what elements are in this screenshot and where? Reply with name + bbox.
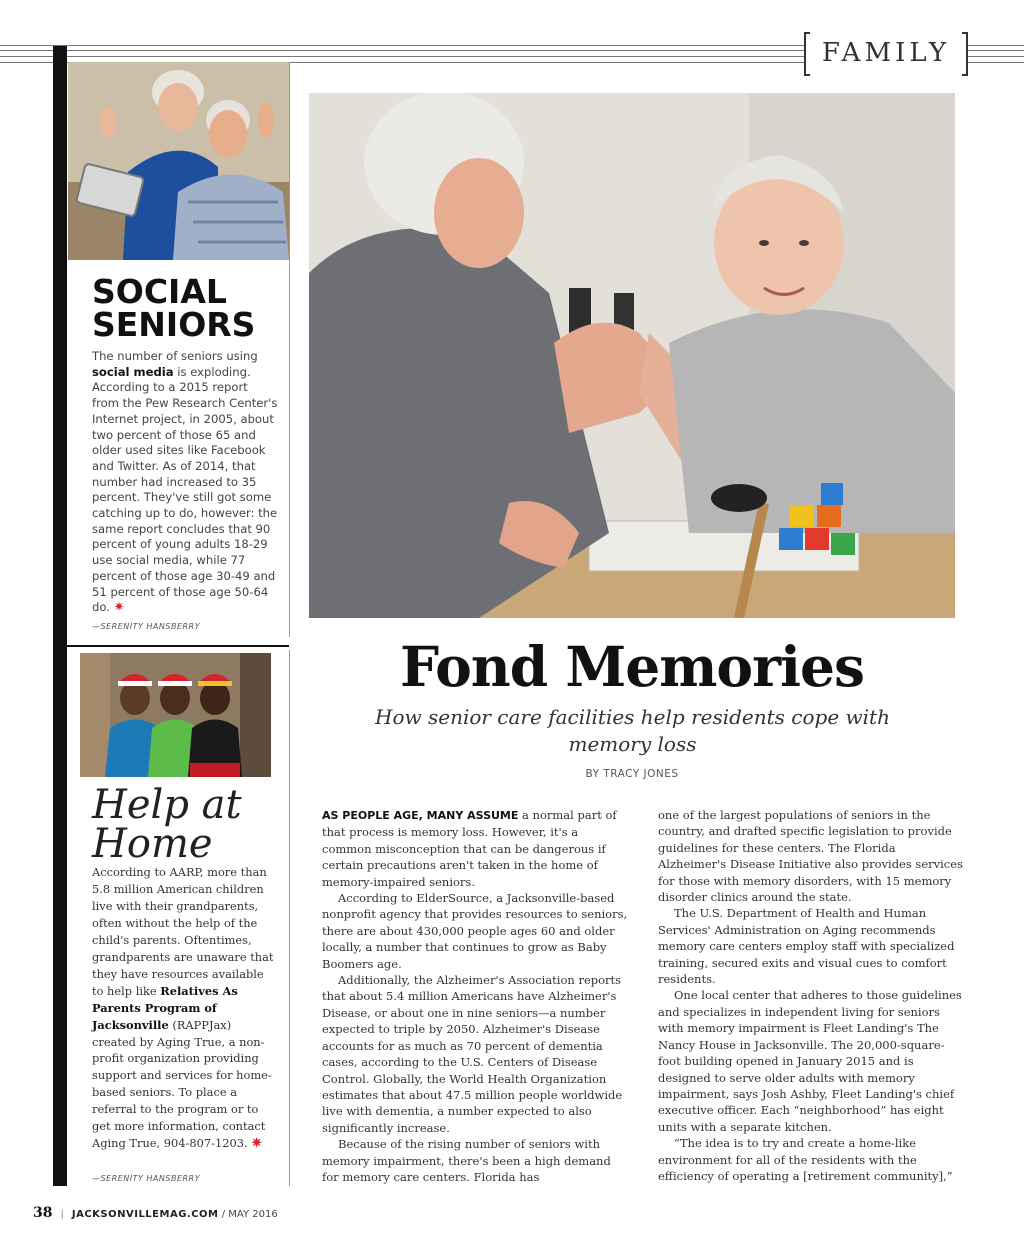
social-byline: —SERENITY HANSBERRY bbox=[92, 622, 201, 631]
article-byline: BY TRACY JONES bbox=[585, 768, 679, 780]
social-seniors-title: SOCIAL SENIORS bbox=[92, 272, 256, 344]
col1-paragraph-4: Because of the rising number of seniors with memory impairment, there's been a high demand for memory care centers. Florida has bbox=[322, 1137, 611, 1184]
col2-paragraph-1: one of the largest populations of seniors in the country, and drafted specific legislation to provide guidelines for these centers. The Florida Alzheimer's Disease Initiative also provides services for those with memory disorders, with 15 memory disorder clinics around the state. bbox=[658, 808, 963, 905]
sidebar-right-divider bbox=[289, 62, 290, 637]
article-headline: Fond Memories bbox=[400, 634, 864, 699]
red-star-icon: ✷ bbox=[251, 1136, 263, 1152]
section-label-text: FAMILY bbox=[821, 38, 951, 68]
col2-paragraph-4: “The idea is to try and create a home-like environment for all of the residents with the efficiency of operating a [retirement community],” bbox=[658, 1136, 953, 1183]
footer-site: JACKSONVILLEMAG.COM bbox=[71, 1209, 219, 1220]
social-body-rest: is exploding. According to a 2015 report from the Pew Research Center's Internet project, in 2005, about two percent of those 65 and older used sites like Facebook and Twitter. As of 2014, that number had increased to 35 percent. They've still got some catching up to do, however: the same report concludes that 90 percent of young adults 18-29 use social media, while 77 percent of those age 30-49 and 51 percent of those age 50-64 do. bbox=[92, 364, 278, 615]
article-column-2 bbox=[658, 807, 965, 1184]
seniors-tablet-photo bbox=[68, 62, 289, 260]
grandparents-group-photo bbox=[80, 653, 271, 777]
group-illustration bbox=[80, 653, 271, 777]
social-body-start: The number of seniors using bbox=[92, 349, 258, 363]
help-byline: —SERENITY HANSBERRY bbox=[92, 1174, 201, 1183]
help-at-home-body bbox=[92, 864, 278, 1153]
article-column-1 bbox=[322, 807, 629, 1185]
social-body-bold: social media bbox=[92, 364, 174, 379]
help-body-bold: Relatives As Parents Program of Jacksonville bbox=[92, 983, 238, 1032]
seniors-tablet-illustration bbox=[68, 62, 289, 260]
help-body-rest: (RAPPJax) created by Aging True, a non-profit organization providing support and services for home-based seniors. To place a referral to the program or to get more information, contact Aging True, 904-807-1203. bbox=[92, 1017, 272, 1151]
article-subhead: How senior care facilities help residents cope with memory loss bbox=[375, 705, 890, 756]
social-seniors-body bbox=[92, 349, 278, 616]
sidebar-divider-rule bbox=[67, 645, 289, 647]
help-body-start: According to AARP, more than 5.8 million American children live with their grandparents, often without the help of the child's parents. Oftentimes, grandparents are unaware that they have resources available to help like bbox=[92, 865, 274, 998]
col1-paragraph-2: According to ElderSource, a Jacksonville-based nonprofit agency that provides resources to seniors, there are about 430,000 people ages 60 and older locally, a number that continues to grow as Baby Boomers age. bbox=[322, 891, 628, 971]
page-number: 38 bbox=[33, 1205, 53, 1221]
page-footer bbox=[33, 1205, 278, 1221]
col1-paragraph-1-text: a normal part of that process is memory loss. However, it's a common misconception that can be dangerous if certain precautions aren't taken in the home of memory-impaired seniors. bbox=[322, 808, 617, 889]
col2-paragraph-2: The U.S. Department of Health and Human Services' Administration on Aging recommends memory care centers employ staff with specialized training, secured exits and visual cues to comfort residents. bbox=[658, 906, 955, 987]
footer-issue: MAY 2016 bbox=[228, 1209, 278, 1220]
red-star-icon: ✷ bbox=[113, 600, 125, 616]
footer-separator: | bbox=[60, 1209, 64, 1220]
arm-wrestling-illustration bbox=[309, 93, 955, 618]
sidebar-black-bar bbox=[53, 46, 67, 1186]
col1-paragraph-3: Additionally, the Alzheimer's Association reports that about 5.4 million Americans have Alzheimer's Disease, or about one in nine seniors—a number expected to triple by 2050. Alzheimer's Disease accounts for as much as 70 percent of dementia cases, according to the U.S. Centers of Disease Control. Globally, the World Health Organization estimates that about 47.5 million people worldwide live with dementia, a number expected to also significantly increase. bbox=[322, 973, 623, 1135]
section-label bbox=[804, 32, 968, 76]
article-lead-in: AS PEOPLE AGE, MANY ASSUME bbox=[322, 809, 519, 822]
bracket-right bbox=[962, 32, 968, 76]
sidebar-right-divider-lower bbox=[289, 650, 290, 1186]
footer-slash: / bbox=[221, 1209, 226, 1220]
col1-paragraph-1 bbox=[322, 807, 629, 890]
col2-paragraph-3: One local center that adheres to those guidelines and specializes in independent living for seniors with memory impairment is Fleet Landing's The Nancy House in Jacksonville. The 20,000-square-foot building opened in January 2015 and is designed to serve older adults with memory impairment, says Josh Ashby, Fleet Landing's chief executive officer. Each “neighborhood” has eight units with a separate kitchen. bbox=[658, 988, 962, 1134]
seniors-arm-wrestling-photo bbox=[309, 93, 955, 618]
help-at-home-title: Help at Home bbox=[92, 782, 242, 867]
